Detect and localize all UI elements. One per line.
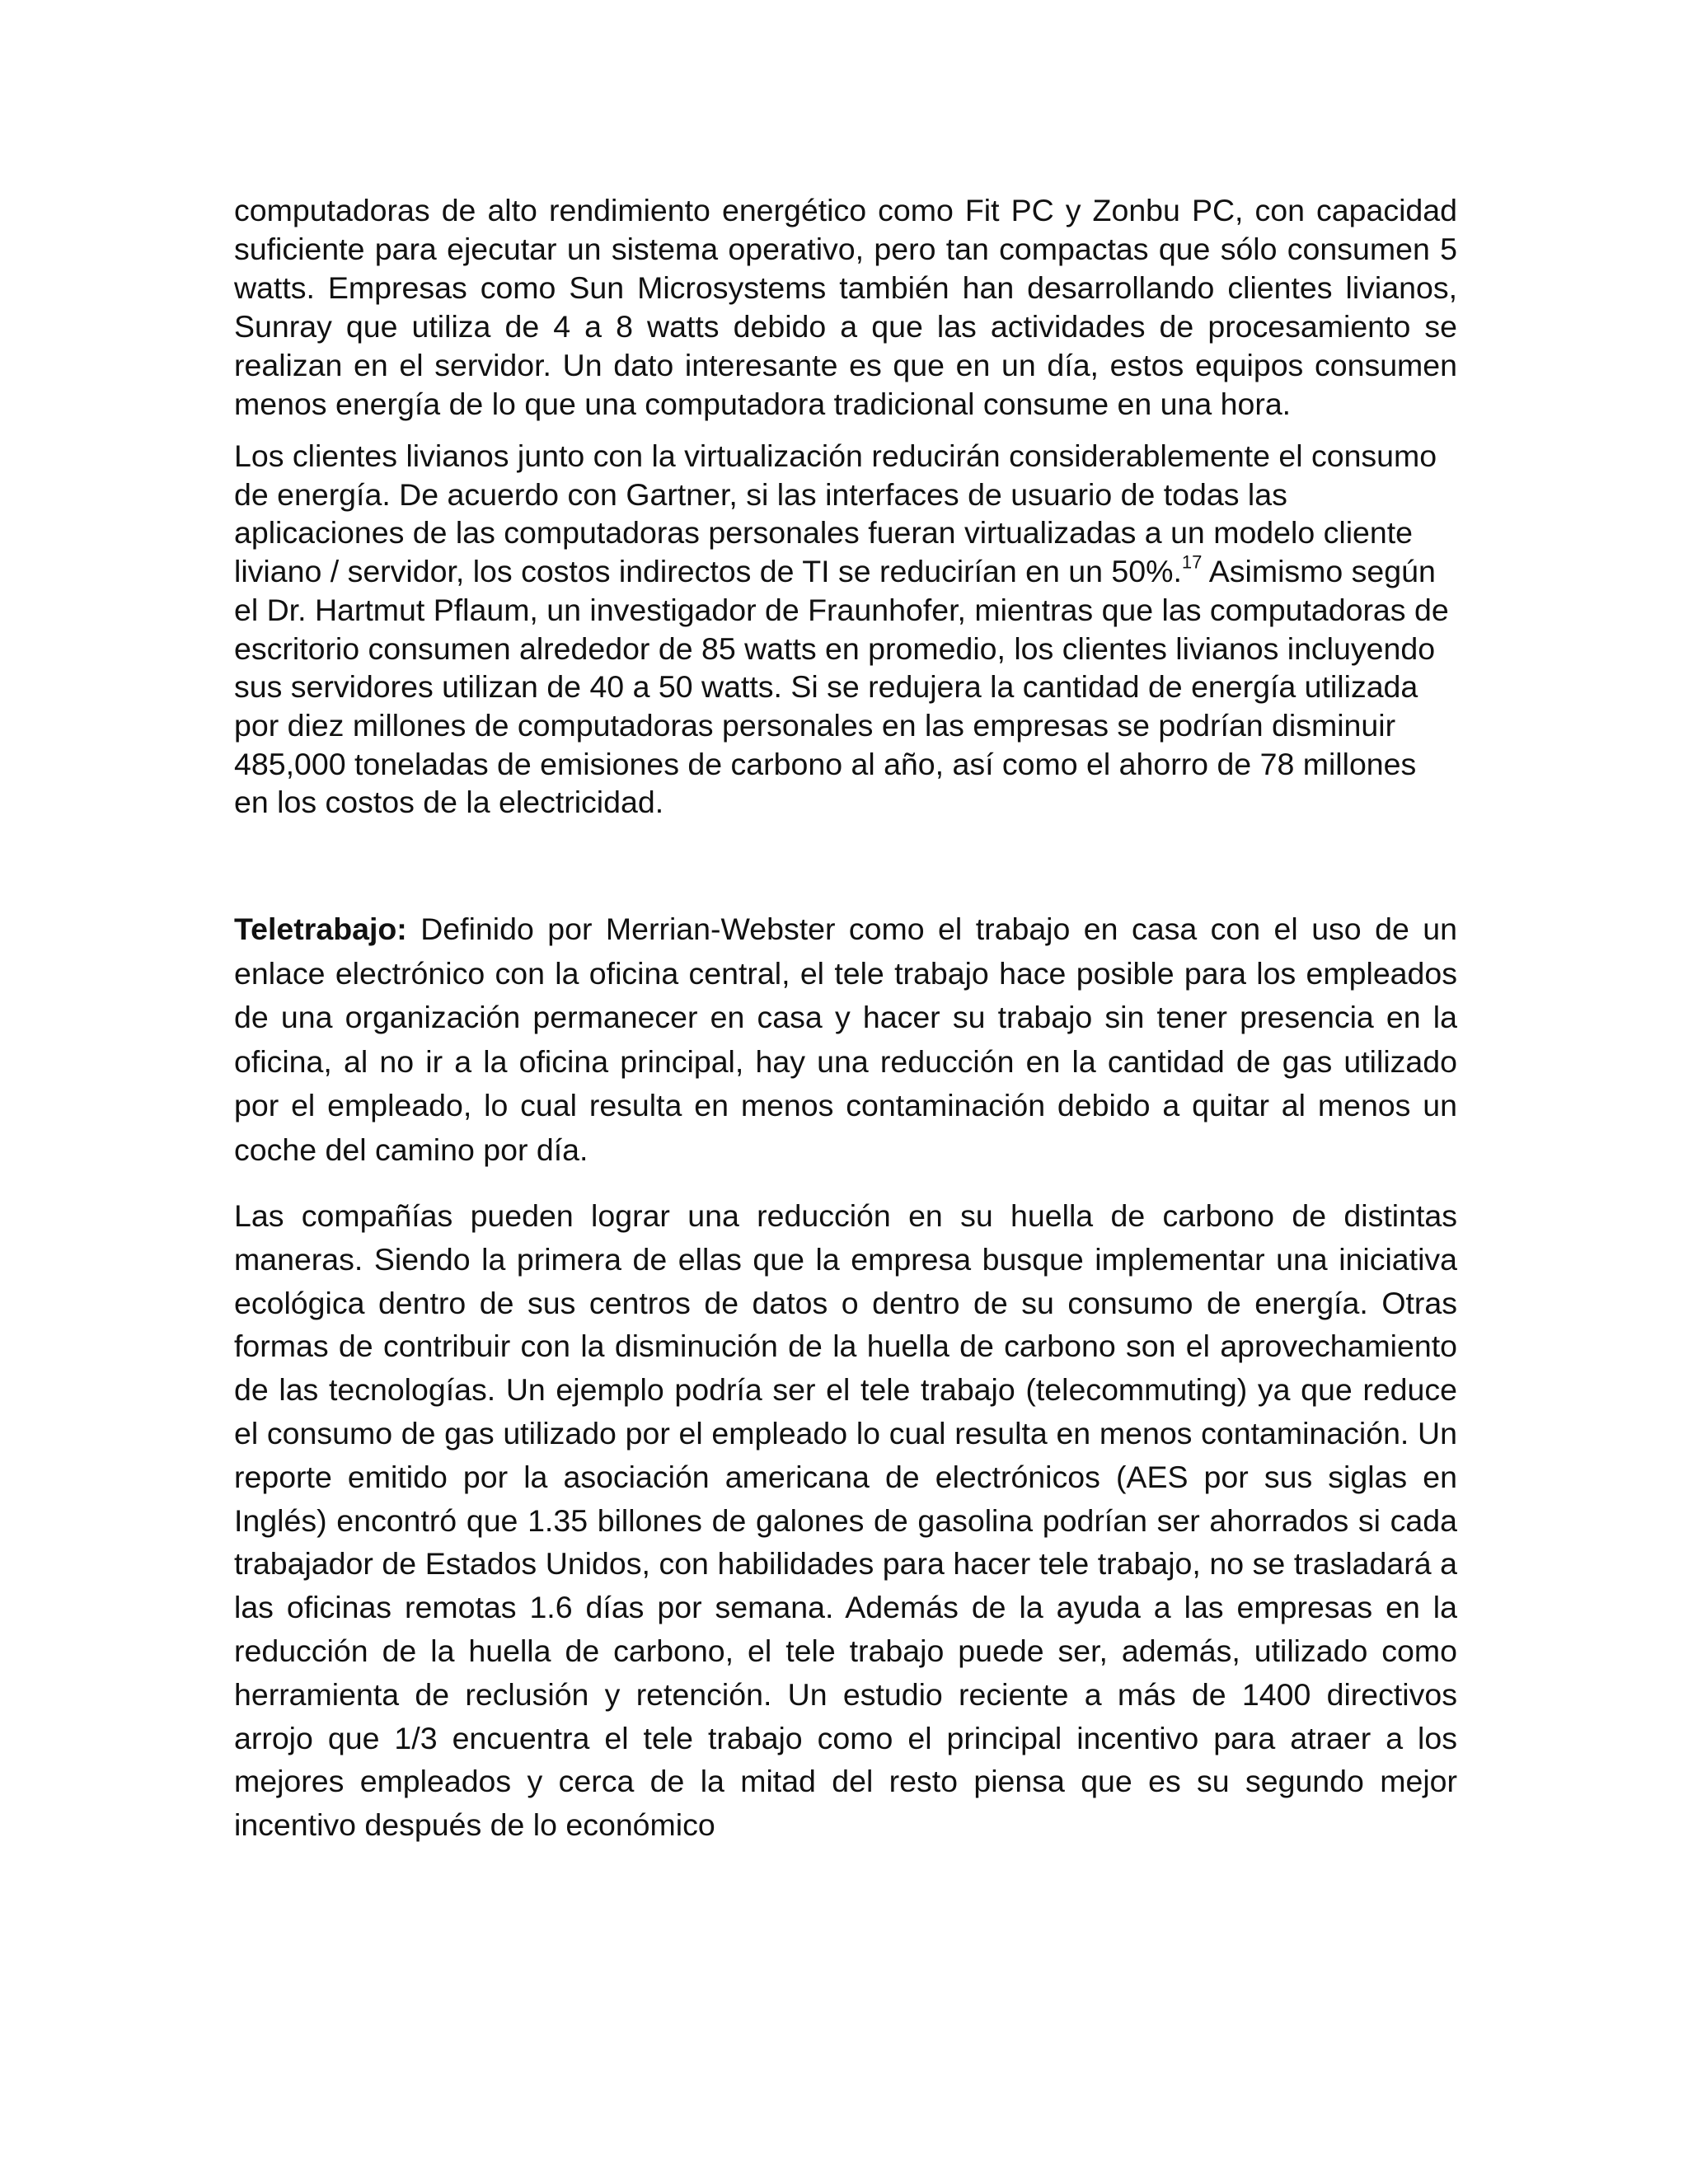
paragraph-thin-clients-intro: computadoras de alto rendimiento energético como Fit PC y Zonbu PC, con capacidad suficiente para ejecutar un sistema operativo, pero tan compactas que sólo consumen 5 watts. Empresas como Sun Microsystems también han desarrollando clientes livianos, Sunray que utiliza de 4 a 8 watts debido a que las actividades de procesamiento se realizan en el servidor. Un dato interesante es que en un día, estos equipos consumen menos energía de lo que una computadora tradicional consume en una hora. <box>234 193 1457 421</box>
paragraph-carbon-footprint: Las compañías pueden lograr una reducción en su huella de carbono de distintas maneras. Siendo la primera de ellas que la empresa busque implementar una iniciativa ecológica dentro de sus centros de datos o dentro de su consumo de energía. Otras formas de contribuir con la disminución de la huella de carbono son el aprovechamiento de las tecnologías. Un ejemplo podría ser el tele trabajo (telecommuting) ya que reduce el consumo de gas utilizado por el empleado lo cual resulta en menos contaminación. Un reporte emitido por la asociación americana de electrónicos (AES por sus siglas en Inglés) encontró que 1.35 billones de galones de gasolina podrían ser ahorrados si cada trabajador de Estados Unidos, con habilidades para hacer tele trabajo, no se trasladará a las oficinas remotas 1.6 días por semana. Además de la ayuda a las empresas en la reducción de la huella de carbono, el tele trabajo puede ser, además, utilizado como herramienta de reclusión y retención. Un estudio reciente a más de 1400 directivos arrojo que 1/3 encuentra el tele trabajo como el principal incentivo para atraer a los mejores empleados y cerca de la mitad del resto piensa que es su segundo mejor incentivo después de lo económico <box>234 1198 1457 1843</box>
teletrabajo-definition: Definido por Merrian-Webster como el trabajo en casa con el uso de un enlace electrónico con la oficina central, el tele trabajo hace posible para los empleados de una organización permanecer en casa y hacer su trabajo sin tener presencia en la oficina, al no ir a la oficina principal, hay una reducción en la cantidad de gas utilizado por el empleado, lo cual resulta en menos contaminación debido a quitar al menos un coche del camino por día. <box>234 912 1457 1167</box>
document-page <box>234 191 1457 1847</box>
footnote-reference: 17 <box>1181 551 1203 573</box>
paragraph-virtualization-text-a: Los clientes livianos junto con la virtualización reducirán considerablemente el consumo de energía. De acuerdo con Gartner, si las interfaces de usuario de todas las aplicaciones de las computadoras personales fueran virtualizadas a un modelo cliente liviano / servidor, los costos indirectos de TI se reducirían en un 50%. <box>234 438 1437 589</box>
teletrabajo-term: Teletrabajo: <box>234 912 407 947</box>
paragraph-teletrabajo <box>234 907 1457 1172</box>
paragraph-virtualization-text-b: Asimismo según el Dr. Hartmut Pflaum, un investigador de Fraunhofer, mientras que las computadoras de escritorio consumen alrededor de 85 watts en promedio, los clientes livianos incluyendo sus servidores utilizan de 40 a 50 watts. Si se redujera la cantidad de energía utilizada por diez millones de computadoras personales en las empresas se podrían disminuir 485,000 toneladas de emisiones de carbono al año, así como el ahorro de 78 millones en los costos de la electricidad. <box>234 554 1449 820</box>
paragraph-virtualization <box>234 437 1457 822</box>
